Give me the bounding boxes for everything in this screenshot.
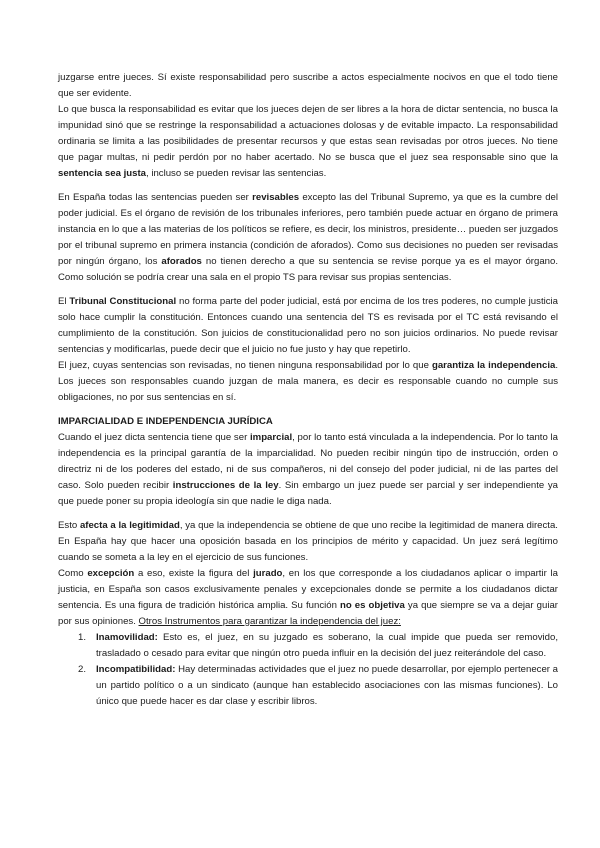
list-item-text: Hay determinadas actividades que el juez no puede desarrollar, por ejemplo pertenecer a un partido político o a un sindicato (aunque han establecido asociaciones con las mismas funciones). Lo único que puede hacer es dar clase y escribir libros. [96,664,558,707]
section-heading: IMPARCIALIDAD E INDEPENDENCIA JURÍDICA [58,416,273,427]
text: ya que siempre se va a dejar guiar por sus opiniones. [58,600,558,627]
instruments-list [58,630,558,710]
underlined-text: Otros Instrumentos para garantizar la independencia del juez: [138,616,401,627]
bold-text: excepción [87,568,135,579]
bold-text: revisables [252,192,300,203]
paragraph-juez-responsabilidad [58,358,558,406]
paragraph-responsabilidad [58,102,558,182]
bold-text: sentencia sea justa [58,168,146,179]
paragraph-jurado [58,566,558,630]
text: no tienen derecho a que su sentencia se revise porque ya es el mayor órgano. Como solución se podría crear una sala en el propio TS para revisar sus propias sentencias. [58,256,559,283]
paragraph-legitimidad [58,518,558,566]
text: excepto las del Tribunal Supremo, ya que es la cumbre del poder judicial. Es el órgano de revisión de los tribunales inferiores, pero también puede actuar en órgano de primera instancia en lo que a las materias de los políticos se refiere, es decir, los ministros, presidente… pueden ser juzgados por el tribunal supremo en primera instancia (condición de aforados). Como sus decisiones no pueden ser revisadas por ningún órgano, los [58,192,558,267]
paragraph-tribunal-constitucional [58,294,558,358]
text: a eso, existe la figura del [134,568,254,579]
bold-text: garantiza la independencia [431,360,556,371]
bold-text: no es objetiva [340,600,405,611]
list-item-text: Esto es, el juez, en su juzgado es soberano, la cual impide que pueda ser removido, trasladado o cesado para evitar que ningún otro pueda influir en la decisión del juez reiterándole del caso. [96,632,558,659]
text: , por lo tanto está vinculada a la independencia. Por lo tanto la independencia es la principal garantía de la imparcialidad. No pueden recibir ningún tipo de instrucción, orden o directriz ni de los poderes del estado, ni de sus compañeros, ni del consejo del poder judicial, ni de las partes del caso. Solo pueden recibir [58,432,559,491]
text: . Sin embargo un juez puede ser parcial y ser independiente ya que puede poner su propia ideología sin que nadie le diga nada. [58,480,559,507]
text: En España todas las sentencias pueden ser [58,192,253,203]
bold-text: Tribunal Constitucional [69,296,177,307]
document-page [58,70,558,710]
text: no forma parte del poder judicial, está por encima de los tres poderes, no cumple justicia solo hace cumplir la constitución. Entonces cuando una sentencia del TS es revisada por el TC está revisando el cumplimiento de la constitución. Son juicios de constitucionalidad pero no son juicios ordinarios. No puede revisar sentencias y modificarlas, puede decir que el juicio no fue justo y hay que repetirlo. [58,296,559,355]
list-item [58,662,558,710]
text: El juez, cuyas sentencias son revisadas, no tienen ninguna responsabilidad por lo que [58,360,432,371]
bold-text: imparcial [250,432,293,443]
bold-text: aforados [161,256,202,267]
paragraph-sentencias-revisables [58,190,558,286]
text: Cuando el juez dicta sentencia tiene que ser [58,432,250,443]
list-item-label: Inamovilidad: [96,632,158,643]
text: . Los jueces son responsables cuando juzgan de mala manera, es decir es responsable cuando no cumple sus obligaciones, no por sus sentencias en sí. [58,360,558,403]
bold-text: instrucciones de la ley [172,480,279,491]
text: , ya que la independencia se obtiene de que uno recibe la legitimidad de manera directa. En España hay que hacer una oposición basada en los principios de mérito y capacidad. Un juez será legítimo cuando se someta a la ley en el ejercicio de sus funciones. [58,520,558,563]
list-number: 1. [78,632,87,643]
text: Como [58,568,88,579]
list-item [58,630,558,662]
bold-text: afecta a la legitimidad [79,520,180,531]
list-number: 2. [78,664,87,675]
text: Lo que busca la responsabilidad es evitar que los jueces dejen de ser libres a la hora de dictar sentencia, no busca la impunidad sinó que se restringe la responsabilidad a actuaciones dolosas y de evitable impacto. La responsabilidad ordinaria se limita a las posibilidades de presentar recursos y que estas sean revisadas por otros jueces. No tiene que pagar multas, ni pedir perdón por no haber acertado. No se busca que el juez sea responsable sino que la [58,104,558,163]
text: , incluso se pueden revisar las sentencias. [146,168,327,179]
text: juzgarse entre jueces. Sí existe responsabilidad pero suscribe a actos especialmente nocivos en que el todo tiene que ser evidente. [58,72,558,99]
list-item-label: Incompatibilidad: [96,664,176,675]
paragraph-responsabilidad-intro [58,70,558,102]
text: Esto [58,520,80,531]
bold-text: jurado [253,568,283,579]
text: El [58,296,70,307]
text: , en los que corresponde a los ciudadanos aplicar o impartir la justicia, en España son casos exclusivamente penales y excepcionales donde se permite a los ciudadanos dictar sentencia. Es una figura de tradición histórica amplia. Su función [58,568,558,611]
paragraph-imparcialidad [58,430,558,510]
